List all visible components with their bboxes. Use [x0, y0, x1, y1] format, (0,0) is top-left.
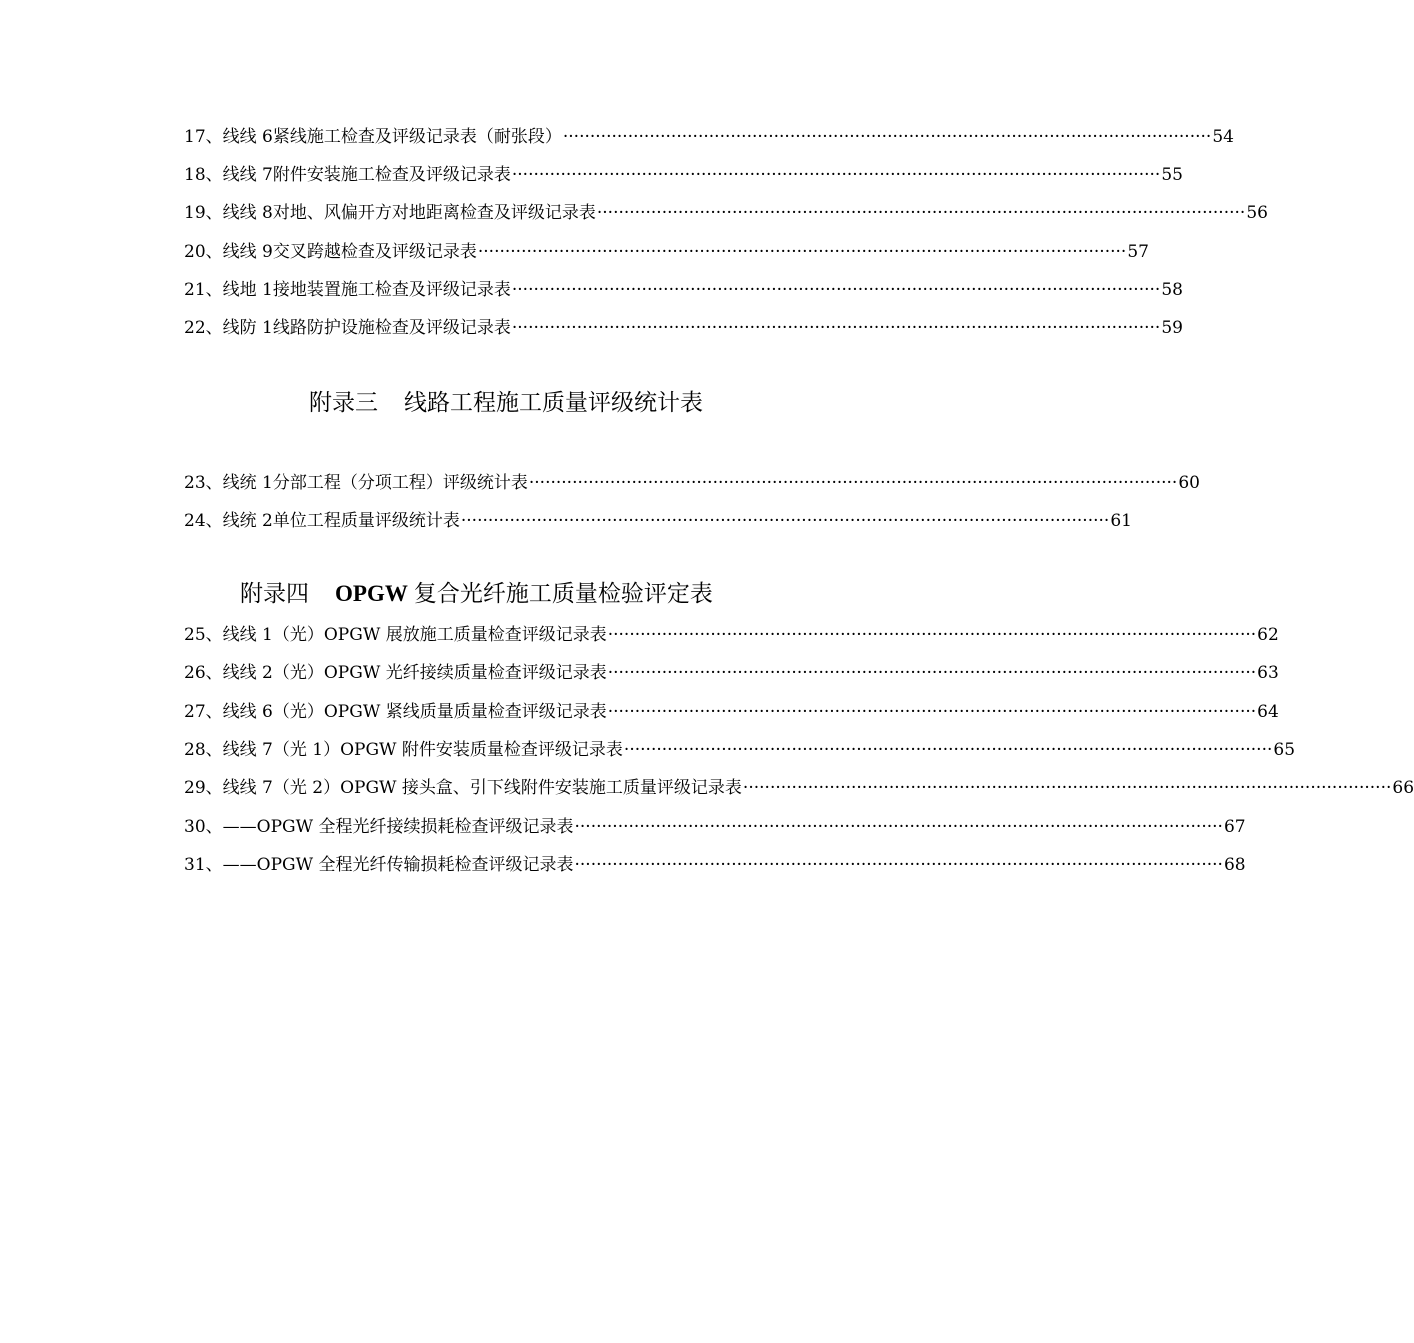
- entry-page: 59: [1161, 318, 1183, 338]
- entry-page: 62: [1257, 625, 1279, 645]
- entry-title: OPGW 紧线质量质量检查评级记录表: [323, 702, 607, 722]
- toc-entry: [184, 241, 1149, 263]
- toc-entry: [184, 126, 1234, 148]
- entry-number: 22、线防 1: [184, 318, 273, 338]
- entry-number: 17、线线 6: [184, 127, 273, 147]
- toc-entry: [184, 662, 1279, 684]
- dot-leader: ························································································································: [607, 625, 1257, 645]
- entry-number: 30、: [184, 817, 223, 837]
- toc-entry: [184, 202, 1268, 224]
- entry-number: 28、线线 7（光 1）: [184, 740, 341, 760]
- entry-number: 25、线线 1（光）: [184, 625, 324, 645]
- entry-page: 58: [1161, 280, 1183, 300]
- appendix-4-heading: [240, 579, 713, 609]
- entry-title: 接地装置施工检查及评级记录表: [272, 280, 511, 300]
- appendix-label: 附录四: [240, 581, 309, 607]
- entry-title: OPGW 附件安装质量检查评级记录表: [340, 740, 623, 760]
- dot-leader: ························································································································: [460, 511, 1110, 531]
- entry-number: 19、线线 8: [184, 203, 273, 223]
- toc-entry: [184, 317, 1183, 339]
- entry-page: 55: [1161, 165, 1183, 185]
- dot-leader: ························································································································: [511, 165, 1161, 185]
- entry-title: 单位工程质量评级统计表: [272, 511, 460, 531]
- entry-title: 交叉跨越检查及评级记录表: [272, 242, 477, 262]
- dot-leader: ························································································································: [607, 663, 1257, 683]
- entry-title: ——OPGW 全程光纤接续损耗检查评级记录表: [222, 817, 574, 837]
- toc-entry: [184, 816, 1246, 838]
- appendix-title: 复合光纤施工质量检验评定表: [413, 581, 713, 607]
- entry-page: 63: [1257, 663, 1279, 683]
- entry-page: 65: [1273, 740, 1296, 760]
- appendix-bold-term: OPGW: [335, 581, 408, 606]
- dot-leader: ························································································································: [607, 702, 1257, 722]
- entry-page: 54: [1212, 127, 1234, 147]
- entry-page: 67: [1223, 817, 1246, 837]
- entry-page: 61: [1110, 511, 1132, 531]
- toc-entry: [184, 701, 1279, 723]
- dot-leader: ························································································································: [623, 740, 1273, 760]
- appendix-3-heading: [309, 388, 703, 418]
- entry-number: 23、线统 1: [184, 473, 273, 493]
- entry-page: 56: [1246, 203, 1268, 223]
- entry-title: ——OPGW 全程光纤传输损耗检查评级记录表: [222, 855, 574, 875]
- entry-page: 64: [1257, 702, 1279, 722]
- toc-entry: [184, 164, 1183, 186]
- entry-number: 27、线线 6（光）: [184, 702, 324, 722]
- dot-leader: ························································································································: [574, 855, 1223, 875]
- dot-leader: ························································································································: [528, 473, 1178, 493]
- entry-number: 18、线线 7: [184, 165, 273, 185]
- toc-entry: [184, 739, 1296, 761]
- dot-leader: ························································································································: [574, 817, 1223, 837]
- toc-entry: [184, 854, 1246, 876]
- entry-page: 57: [1127, 242, 1149, 262]
- entry-title: 线路防护设施检查及评级记录表: [272, 318, 511, 338]
- appendix-label: 附录三: [309, 390, 378, 416]
- dot-leader: ························································································································: [477, 242, 1127, 262]
- entry-title: OPGW 展放施工质量检查评级记录表: [323, 625, 607, 645]
- entry-title: OPGW 接头盒、引下线附件安装施工质量评级记录表: [340, 778, 742, 798]
- toc-entry: [184, 777, 1414, 799]
- entry-title: 附件安装施工检查及评级记录表: [272, 165, 511, 185]
- entry-page: 68: [1223, 855, 1246, 875]
- entry-number: 26、线线 2（光）: [184, 663, 324, 683]
- entry-number: 20、线线 9: [184, 242, 273, 262]
- entry-number: 21、线地 1: [184, 280, 273, 300]
- entry-page: 66: [1392, 778, 1414, 798]
- toc-entry: [184, 472, 1200, 494]
- toc-entry: [184, 510, 1132, 532]
- entry-title: OPGW 光纤接续质量检查评级记录表: [323, 663, 607, 683]
- entry-title: 紧线施工检查及评级记录表（耐张段）: [272, 127, 562, 147]
- entry-number: 31、: [184, 855, 223, 875]
- entry-title: 分部工程（分项工程）评级统计表: [272, 473, 528, 493]
- entry-page: 60: [1178, 473, 1200, 493]
- toc-entry: [184, 279, 1183, 301]
- entry-number: 29、线线 7（光 2）: [184, 778, 341, 798]
- dot-leader: ························································································································: [742, 778, 1392, 798]
- dot-leader: ························································································································: [511, 318, 1161, 338]
- entry-title: 对地、风偏开方对地距离检查及评级记录表: [272, 203, 596, 223]
- toc-entry: [184, 624, 1279, 646]
- appendix-title: 线路工程施工质量评级统计表: [404, 390, 703, 416]
- dot-leader: ························································································································: [596, 203, 1246, 223]
- dot-leader: ························································································································: [511, 280, 1161, 300]
- dot-leader: ························································································································: [562, 127, 1212, 147]
- entry-number: 24、线统 2: [184, 511, 273, 531]
